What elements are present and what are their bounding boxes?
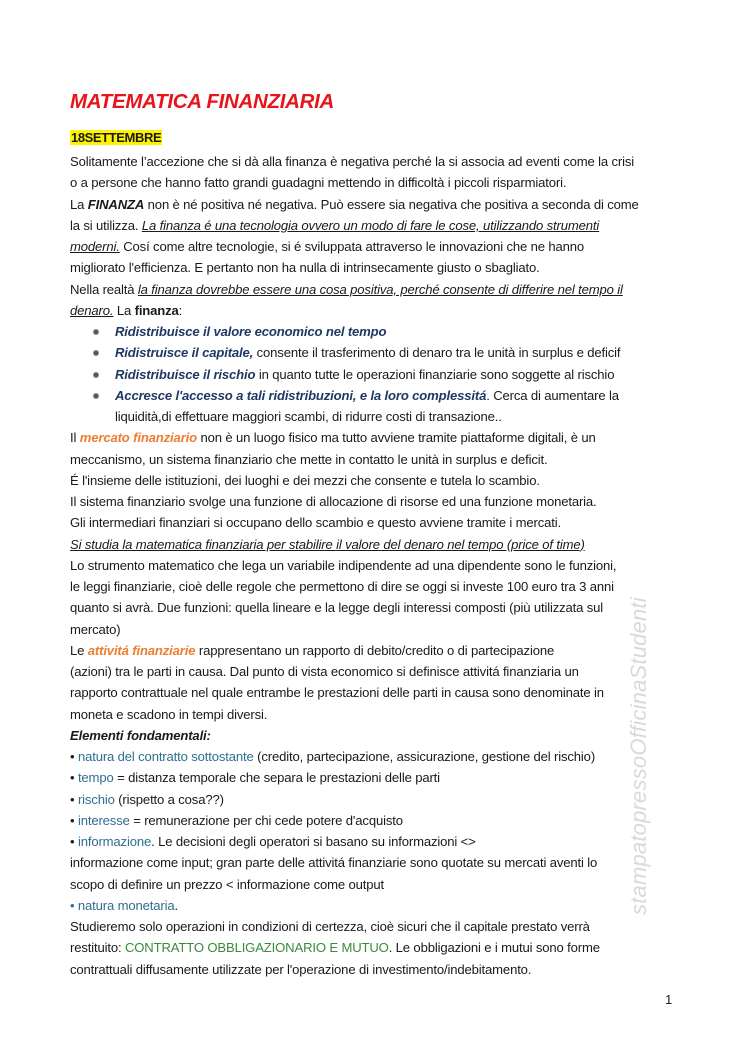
list-item xyxy=(70,746,670,767)
bullet-icon xyxy=(93,372,99,378)
paragraph-line: o a persone che hanno fatto grandi guadagni mettendo in difficoltà i piccoli risparmiatori. xyxy=(70,175,567,191)
section-heading: Elementi fondamentali: xyxy=(70,727,211,743)
list-term: interesse xyxy=(77,812,130,828)
page-title: MATEMATICA FINANZIARIA xyxy=(70,90,335,113)
bold-term: finanza xyxy=(134,302,179,318)
paragraph-line: contrattuali diffusamente utilizzate per l'operazione di investimento/indebitamento. xyxy=(70,961,532,977)
paragraph-line: Gli intermediari finanziari si occupano dello scambio e questo avviene tramite i mercati. xyxy=(70,515,561,531)
watermark-text: stampatopressoOfficinaStudenti xyxy=(626,597,651,915)
elementi-list xyxy=(70,746,670,916)
bullet-item xyxy=(70,342,670,363)
bullet-item xyxy=(70,385,670,406)
text-run: Cosí come altre tecnologie, si é sviluppata attraverso le innovazioni che ne hanno xyxy=(119,239,585,254)
document-body xyxy=(70,151,670,980)
list-text: (credito, partecipazione, assicurazione, gestione del rischio) xyxy=(253,749,596,764)
list-text: = distanza temporale che separa le prestazioni delle parti xyxy=(113,770,440,786)
list-term: • natura monetaria xyxy=(70,897,175,913)
list-term: informazione xyxy=(77,834,152,849)
underlined-definition: La finanza é una tecnologia ovvero un modo di fare le cose, utilizzando strumenti xyxy=(141,217,600,233)
paragraph-line: migliorato l'efficienza. E pertanto non ha nulla di intrinsecamente giusto o sbagliato. xyxy=(70,260,540,276)
text-run: : xyxy=(178,302,183,318)
paragraph-line: (azioni) tra le parti in causa. Dal punto di vista economico si definisce attivitá finanziaria un xyxy=(70,664,579,679)
list-term: natura del contratto sottostante xyxy=(77,749,254,764)
underlined-statement: denaro. xyxy=(70,302,114,318)
bullet-title: Ridistribuisce il rischio xyxy=(115,366,256,382)
list-item xyxy=(70,895,670,916)
bullet-list xyxy=(70,321,670,427)
paragraph-line: mercato) xyxy=(70,621,121,637)
bullet-icon: • xyxy=(70,834,78,849)
paragraph-line: quanto si avrà. Due funzioni: quella lineare e la legge degli interessi composti (più utilizzata sul xyxy=(70,600,604,616)
text-run: rappresentano un rapporto di debito/credito o di partecipazione xyxy=(195,642,555,658)
list-item xyxy=(70,831,670,852)
paragraph-line: Studieremo solo operazioni in condizioni di certezza, cioè sicuri che il capitale prestato verrà xyxy=(70,919,590,934)
paragraph-line xyxy=(70,236,670,257)
bullet-icon: • xyxy=(70,770,78,786)
paragraph-line: informazione come input; gran parte delle attivitá finanziarie sono quotate su mercati aventi lo xyxy=(70,855,598,871)
bullet-continuation: liquidità,di effettuare maggiori scambi, di ridurre costi di transazione.. xyxy=(115,409,502,424)
bullet-text: consente il trasferimento di denaro tra le unità in surplus e deficif xyxy=(253,345,621,361)
list-text: = remunerazione per chi cede potere d'acquisto xyxy=(129,812,403,828)
paragraph-line xyxy=(70,640,670,661)
list-term: rischio xyxy=(77,791,115,807)
paragraph-line xyxy=(70,300,670,321)
term-mercato-finanziario: mercato finanziario xyxy=(79,430,197,446)
paragraph-line xyxy=(70,194,670,215)
paragraph-line: rapporto contrattuale nel quale entrambe le prestazioni delle parti in causa sono denominate in xyxy=(70,685,604,701)
bullet-icon: • xyxy=(70,749,78,764)
date-heading-highlighted: 18SETTEMBRE xyxy=(71,130,162,145)
list-text: . Le decisioni degli operatori si basano su informazioni <> xyxy=(151,834,476,849)
text-run: restituito: xyxy=(70,940,125,956)
bullet-icon xyxy=(93,329,99,335)
bullet-title: Ridistribuisce il valore economico nel tempo xyxy=(115,324,387,339)
paragraph-line xyxy=(70,215,670,236)
bullet-icon xyxy=(93,393,99,399)
list-text: (rispetto a cosa??) xyxy=(114,791,224,807)
list-term: tempo xyxy=(77,770,114,786)
term-attivita-finanziarie: attivitá finanziarie xyxy=(87,642,196,658)
bullet-icon: • xyxy=(70,812,78,828)
list-item xyxy=(70,810,670,831)
paragraph-line: Lo strumento matematico che lega un variabile indipendente ad una dipendente sono le funzioni, xyxy=(70,557,617,573)
underlined-statement: la finanza dovrebbe essere una cosa positiva, perché consente di differire nel tempo il xyxy=(137,281,623,297)
text-run: Il xyxy=(70,430,80,446)
bullet-item xyxy=(70,364,670,385)
text-run: . Le obbligazioni e i mutui sono forme xyxy=(388,940,600,956)
paragraph-line xyxy=(70,427,670,448)
bullet-title: Accresce l'accesso a tali ridistribuzioni, e la loro complessitá xyxy=(115,387,487,403)
bullet-text: . Cerca di aumentare la xyxy=(486,387,619,403)
text-run: non è un luogo fisico ma tutto avviene tramite piattaforme digitali, è un xyxy=(196,430,596,446)
bullet-text: in quanto tutte le operazioni finanziarie sono soggette al rischio xyxy=(255,366,615,382)
underlined-statement: Si studia la matematica finanziaria per stabilire il valore del denaro nel tempo (price of time) xyxy=(70,536,585,552)
bullet-icon xyxy=(93,350,99,356)
paragraph-line xyxy=(70,534,670,555)
page-number: 1 xyxy=(665,992,673,1007)
list-text: . xyxy=(174,897,179,913)
text-run: non è né positiva né negativa. Può essere sia negativa che positiva a seconda di come xyxy=(144,196,639,212)
paragraph-line xyxy=(70,279,670,300)
paragraph-line: scopo di definire un prezzo < informazione come output xyxy=(70,876,384,892)
paragraph-line: le leggi finanziarie, cioè delle regole che permettono di dire se oggi si investe 100 euro tra 3 anni xyxy=(70,579,614,594)
paragraph-line: Solitamente l’accezione che si dà alla finanza è negativa perché la si associa ad eventi come la crisi xyxy=(70,154,635,169)
paragraph-line: É l'insieme delle istituzioni, dei luoghi e dei mezzi che consente e tutela lo scambio. xyxy=(70,472,540,488)
text-run: la si utilizza. xyxy=(70,217,142,233)
paragraph-line: Il sistema finanziario svolge una funzione di allocazione di risorse ed una funzione monetaria. xyxy=(70,494,597,509)
list-item xyxy=(70,789,670,810)
term-contratto-obbligazionario: CONTRATTO OBBLIGAZIONARIO E MUTUO xyxy=(124,940,389,956)
paragraph-line: meccanismo, un sistema finanziario che mette in contatto le unità in surplus e deficit. xyxy=(70,451,548,467)
emphasis-finanza: FINANZA xyxy=(87,196,145,212)
bullet-item xyxy=(70,321,670,342)
underlined-definition: moderni. xyxy=(70,239,120,254)
text-run: Le xyxy=(70,642,88,658)
bullet-title: Ridistruisce il capitale, xyxy=(115,345,254,361)
paragraph-line xyxy=(70,937,670,958)
paragraph-line: moneta e scadono in tempi diversi. xyxy=(70,706,268,722)
text-run: La xyxy=(70,196,88,212)
bullet-icon: • xyxy=(70,791,78,807)
list-item xyxy=(70,767,670,788)
text-run: La xyxy=(113,302,135,318)
text-run: Nella realtà xyxy=(70,281,138,297)
